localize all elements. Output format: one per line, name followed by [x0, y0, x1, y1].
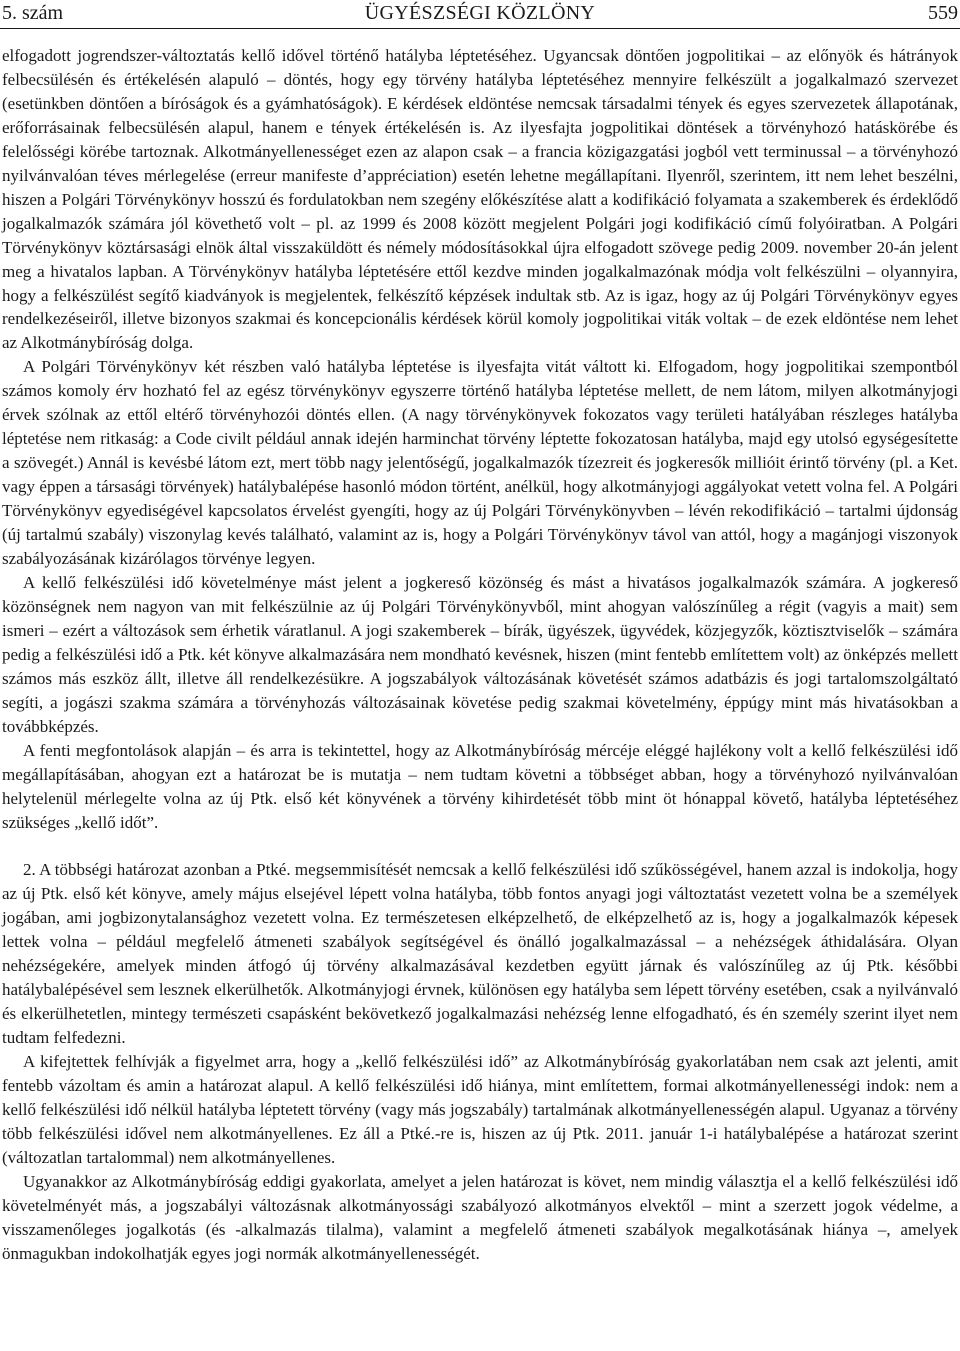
section-paragraph: 2. A többségi határozat azonban a Ptké. megsemmisítését nemcsak a kellő felkészülési idő szűkösségével, hanem azzal is indokolja, hogy az új Ptk. első két könyve, amely május elsejével lépett volna hatályba, több fontos anyagi jogi változtatást vezetett volna be a személyek jogában, ami jogbizonytalansághoz vezetett volna. Ez természetesen elképzelhető, de elképzelhető az is, hogy a jogalkalmazók képesek lettek volna – például megfelelő átmeneti szabályok segítségével és önálló jogalkalmazással – a nehézségek áthidalására. Olyan nehézségekére, amelyek minden átfogó új törvény alkalmazásával kezdetben együtt járnak és valószínűleg az új Ptk. későbbi hatálybalépésével sem lesznek elkerülhetők. Alkotmányjogi érvnek, különösen egy hatályba sem lépett törvény esetében, csak a nyilvánvaló és elkerülhetetlen, mintegy természeti csapásként bekövetkező jogalkalmazási nehézség lenne elfogadható, és én személy szerint ilyet nem tudtam felfedezni.: [2, 860, 958, 1048]
page-header: [0, 0, 960, 30]
paragraph: Ugyanakkor az Alkotmánybíróság eddigi gyakorlata, amelyet a jelen határozat is követ, nem mindig választja el a kellő felkészülési idő követelményét más, a jogszabályi változásnak alkotmányossági szabályozó alkotmányos elvektől – mint a szerzett jogok védelme, a visszamenőleges jogalkotás (és -alkalmazás tilalma), valamint a megfelelő átmeneti szabályok megalkotásának hiánya –, amelyek önmagukban indokolhatják egyes jogi normák alkotmányellenességét.: [2, 1171, 958, 1263]
journal-title: ÜGYÉSZSÉGI KÖZLÖNY: [364, 2, 596, 24]
paragraph: A kellő felkészülési idő követelménye mást jelent a jogkereső közönség és mást a hivatásos jogalkalmazók számára. A jogkereső közönségnek nem nagyon van mit felkészülnie az új Polgári Törvénykönyvből, mint ahogyan valószínűleg a régit (vagyis a mait) sem ismeri – ezért a változások sem érhetik váratlanul. A jogi szakemberek – bírák, ügyészek, ügyvédek, közjegyzők, köztisztviselők – számára pedig a felkészülési idő a Ptk. két könyve alkalmazására nem mondható kevésnek, hiszen (mint fentebb említettem volt) az önképzés mellett számos más eszköz állt, illetve áll rendelkezésükre. A jogszabályok változásának követését számos adatbázis és jogi tartalomszolgáltató segíti, a jogászi szakma számára a törvényhozás változásainak követése pedig szakmai követelmény, éppúgy mint más hivatásokban a továbbképzés.: [2, 572, 958, 736]
body-text: [2, 44, 958, 1266]
paragraph: A kifejtettek felhívják a figyelmet arra, hogy a „kellő felkészülési idő” az Alkotmánybíróság gyakorlatában nem csak azt jelenti, amit fentebb vázoltam és amin a határozat alapul. A kellő felkészülési idő hiánya, mint említettem, formai alkotmányellenességi indok: nem a kellő felkészülési idő nélkül hatályba léptetett törvény (vagy más jogszabály) tartalmának alkotmányellenességén alapul. Ugyanaz a törvény több felkészülési idővel nem alkotmányellenes. Ez áll a Ptké.-re is, hiszen az új Ptk. 2011. január 1-i hatálybalépése a határozat szerint (változatlan tartalommal) nem alkotmányellenes.: [2, 1052, 958, 1167]
paragraph: A Polgári Törvénykönyv két részben való hatályba léptetése is ilyesfajta vitát váltott ki. Elfogadom, hogy jogpolitikai szempontból számos komoly érv hozható fel az egész törvénykönyv egyszerre történő hatályba léptetése mellett, de nem látom, milyen alkotmányjogi érvek szólnak az ettől eltérő törvényhozói döntés ellen. (A nagy törvénykönyvek fokozatos vagy területi hatályában részleges hatályba léptetése nem ritkaság: a Code civilt például annak idején harminchat törvény léptette fokozatosan hatályba, majd egy utolsó egységesítette a szövegét.) Annál is kevésbé látom ezt, mert több nagy jelentőségű, jogalkalmazók tízezreit és jogkeresők millióit érintő törvény (pl. a Ket. vagy éppen a társasági törvények) hatálybalépése hasonló módon történt, anélkül, hogy alkotmányjogi aggályokat vetett volna fel. A Polgári Törvénykönyv egyediségével kapcsolatos érvelést gyengíti, hogy az új Polgári Törvénykönyvben – lévén rekodifikáció – tartalmi újdonság (új tartalmú szabály) viszonylag kevés található, valamint az is, hogy a Polgári Törvénykönyv távol van attól, hogy a magánjogi viszonyok szabályozásának kizárólagos törvénye legyen.: [2, 357, 958, 569]
header-rule: [0, 28, 960, 29]
paragraph: A fenti megfontolások alapján – és arra is tekintettel, hogy az Alkotmánybíróság mércéje eléggé hajlékony volt a kellő felkészülési idő megállapításában, ahogyan ezt a határozat be is mutatja – nem tudtam követni a többséget abban, hogy a törvényhozó nyilvánvalóan helytelenül mérlegelte volna az új Ptk. első két könyvének a törvény kihirdetését több mint öt hónappal követő, hatályba léptetéséhez szükséges „kellő időt”.: [2, 740, 958, 832]
paragraph: elfogadott jogrendszer-változtatás kellő idővel történő hatályba léptetéséhez. Ugyancsak döntően jogpolitikai – az előnyök és hátrányok felbecsülésén és értékelésén alapuló – döntés, hogy egy törvény hatályba léptetéséhez mennyire felkészült a jogalkalmazó szervezet (esetünkben döntően a bíróságok és a gyámhatóságok). E kérdések eldöntése nemcsak társadalmi tények és egyes szervezetek állapotának, erőforrásainak felbecsülésén alapul, hanem e tények értékelésén is. Az ilyesfajta jogpolitikai döntések a törvényhozó hatáskörébe és felelősségi körébe tartoznak. Alkotmányellenességet ezen az alapon csak – a francia közigazgatási jogból vett terminussal – a törvényhozó nyilvánvalóan téves mérlegelése (erreur manifeste d’appréciation) esetén lehetne megállapítani. Ilyenről, szerintem, itt nem lehet beszélni, hiszen a Polgári Törvénykönyv hosszú és fordulatokban nem szegény előkészítése alatt a kodifikáció folyamata a szakemberek és érdeklődő jogalkalmazók számára jól követhető volt – pl. az 1999 és 2008 között megjelent Polgári jogi kodifikáció című folyóiratban. A Polgári Törvénykönyv köztársasági elnök által visszaküldött és némely módosításokkal újra elfogadott szövege pedig 2009. november 20-án jelent meg a hivatalos lapban. A Törvénykönyv hatályba léptetésére ettől kezdve minden jogalkalmazónak módja volt felkészülni – olyannyira, hogy a felkészülést segítő kiadványok is megjelentek, felkészítő képzések indultak stb. Az is igaz, hogy az új Polgári Törvénykönyv egyes rendelkezéseiről, illetve bizonyos szakmai és koncepcionális kérdések körül komoly jogpolitikai viták voltak – de ezek eldöntése nem lehet az Alkotmánybíróság dolga.: [2, 46, 958, 353]
page-number: 559: [928, 2, 958, 24]
issue-number: 5. szám: [2, 2, 64, 24]
